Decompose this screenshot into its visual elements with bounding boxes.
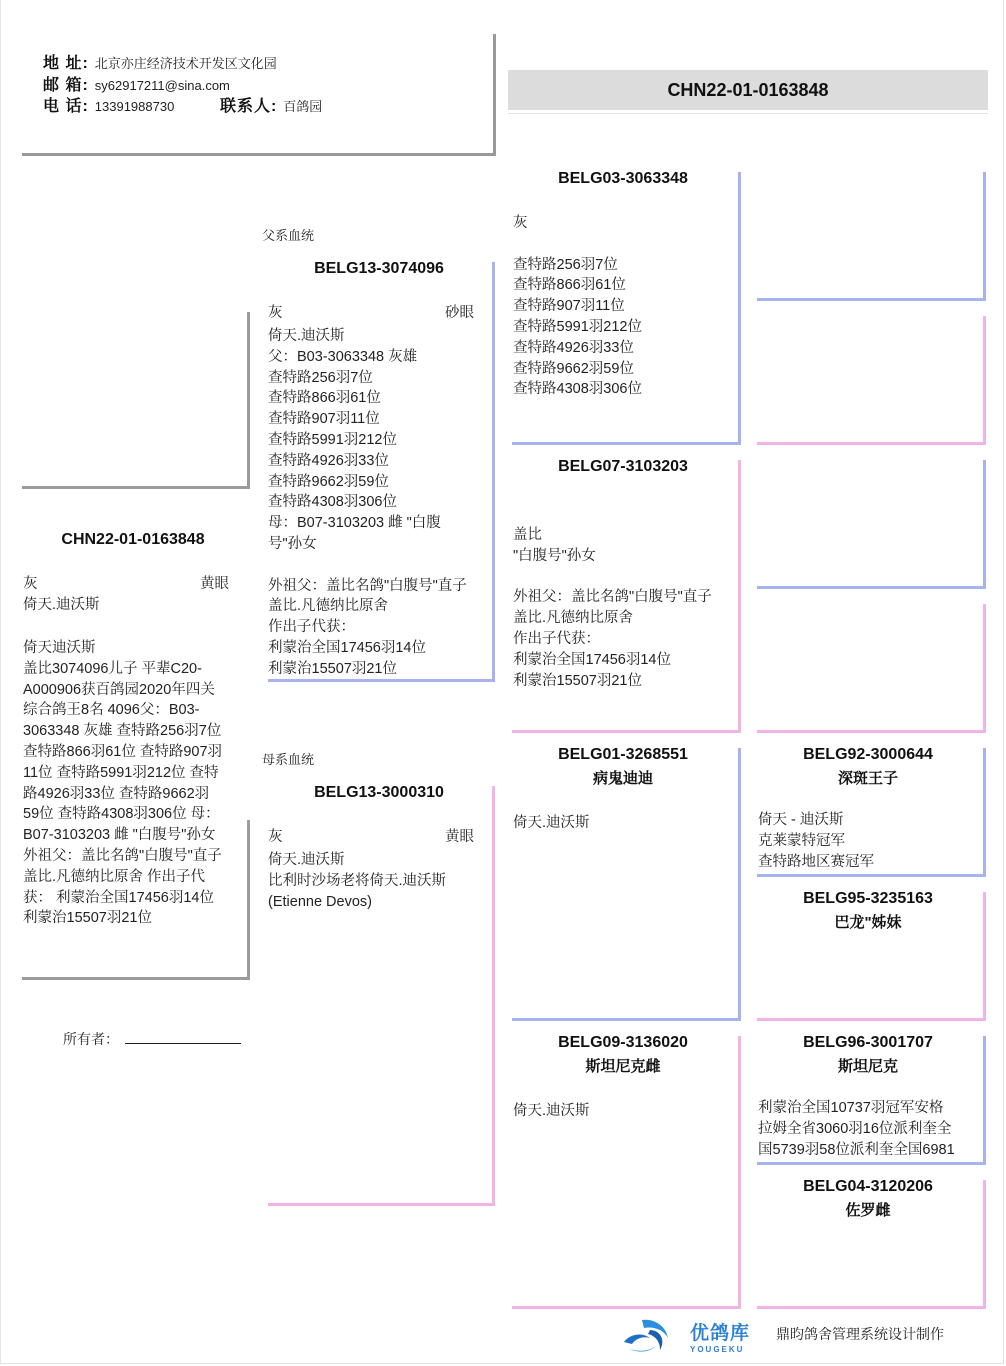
dam-section-label: 母系血统 — [262, 752, 315, 767]
pedigree-title: CHN22-01-0163848 — [508, 70, 988, 110]
phone-row — [43, 99, 322, 115]
subject-bracket-upper — [247, 312, 250, 489]
contact-box — [22, 34, 496, 156]
sire-color: 灰 — [268, 305, 283, 321]
ggp-4-bracket-bottom — [757, 730, 986, 733]
sire-notes: 倚天.迪沃斯 父：B03-3063348 灰雄 查特路256羽7位 查特路866羽61位 查特路907羽11位 查特路5991羽212位 查特路4926羽33位 查特路9662羽59位 查特路4308羽306位 母：B07-3103203 雌 "白腹 号"孙女 外祖父：盖比名鸽"白腹号"直子 盖比.凡德纳比原舍 作出子代获： 利蒙治全国17456羽14位 利蒙治15507羽21位 — [268, 328, 467, 677]
dam-dam-dam-name: 佐罗雌 — [845, 1202, 891, 1219]
dam-dam-sire-name: 斯坦尼克 — [837, 1058, 898, 1075]
email-label: 邮 箱: — [43, 77, 89, 94]
dam-dam-sire-ring: BELG96-3001707 — [803, 1034, 933, 1051]
phone-label: 电 话: — [43, 98, 89, 115]
subject-ring: CHN22-01-0163848 — [61, 531, 205, 548]
address-label: 地 址: — [43, 55, 89, 72]
dam-sire-bracket-bottom — [512, 1018, 741, 1021]
sire-sire-bracket-bottom — [512, 442, 741, 445]
dam-dam-dam-ring: BELG04-3120206 — [803, 1178, 933, 1195]
sire-sire-bracket-right — [738, 172, 741, 445]
sire-dam-bracket-bottom — [512, 730, 741, 733]
dam-eye: 黄眼 — [445, 829, 474, 845]
subject-color-eye — [23, 574, 229, 594]
subject-bracket-bottom — [22, 977, 250, 980]
dam-ring: BELG13-3000310 — [314, 784, 444, 801]
dam-dam-sire-notes: 利蒙治全国10737羽冠军安格 拉姆全省3060羽16位派利奎全 国5739羽58位派利奎全国6981 — [758, 1100, 955, 1158]
ggp-2-bracket-right — [983, 316, 986, 445]
ggp-3-bracket-right — [983, 460, 986, 589]
dam-bracket-bottom — [268, 1203, 495, 1206]
sire-dam-ring: BELG07-3103203 — [558, 458, 688, 475]
dam-sire-notes: 倚天.迪沃斯 — [513, 815, 590, 831]
logo-text: 优鸽库 — [690, 1323, 751, 1344]
ggp-1-bracket-bottom — [757, 298, 986, 301]
dam-dam-dam-bracket-right — [983, 1180, 986, 1309]
contact-person-value: 百鸽园 — [283, 99, 323, 114]
contact-person-label: 联系人: — [219, 98, 278, 115]
dam-dam-ring: BELG09-3136020 — [558, 1034, 688, 1051]
ggp-2-bracket-bottom — [757, 442, 986, 445]
address-row — [43, 56, 277, 72]
ggp-3-bracket-bottom — [757, 586, 986, 589]
dam-dam-sire-bracket-right — [983, 1036, 986, 1165]
dam-dam-notes: 倚天.迪沃斯 — [513, 1103, 590, 1119]
sire-sire-notes: 灰 查特路256羽7位 查特路866羽61位 查特路907羽11位 查特路5991羽212位 查特路4926羽33位 查特路9662羽59位 查特路4308羽306位 — [513, 215, 642, 398]
logo-wordmark — [690, 1318, 750, 1354]
logo-subtext: YOUGEKU — [690, 1345, 745, 1354]
dam-sire-sire-notes: 倚天 - 迪沃斯 克莱蒙特冠军 查特路地区赛冠军 — [758, 812, 874, 870]
dam-sire-dam-ring: BELG95-3235163 — [803, 890, 933, 907]
dam-dam-bracket-bottom — [512, 1306, 741, 1309]
sire-bracket-right — [492, 262, 495, 682]
subject-notes: 倚天迪沃斯 盖比3074096儿子 平辈C20- A000906获百鸽园2020年四关 综合鸽王8名 4096父：B03- 3063348 灰雄 查特路256羽7位 查特路866羽61位 查特路907羽 11位 查特路5991羽212位 查特 路4926羽33位 查特路9662羽 59位 查特路4308羽306位 母： B07-3103203 雌 "白腹号"孙女 外祖父：盖比名鸽"白腹号"直子 盖比.凡德纳比原舍 作出子代 获： 利蒙治全国17456羽14位 利蒙治15507羽21位 — [23, 640, 223, 927]
subject-breed: 倚天.迪沃斯 — [23, 597, 100, 613]
address-value: 北京亦庄经济技术开发区文化园 — [94, 56, 277, 71]
dam-sire-dam-bracket-bottom — [757, 1018, 986, 1021]
dam-sire-sire-ring: BELG92-3000644 — [803, 746, 933, 763]
dam-color: 灰 — [268, 829, 283, 845]
subject-eye: 黄眼 — [200, 576, 229, 592]
dam-sire-bracket-right — [738, 748, 741, 1021]
sire-eye: 砂眼 — [445, 305, 474, 321]
sire-ring: BELG13-3074096 — [314, 260, 444, 277]
sire-dam-notes: 盖比 "白腹号"孙女 外祖父：盖比名鸽"白腹号"直子 盖比.凡德纳比原舍 作出子代获： 利蒙治全国17456羽14位 利蒙治15507羽21位 — [513, 527, 712, 689]
subject-bracket-top — [22, 486, 250, 489]
dam-sire-name: 病鬼迪迪 — [592, 770, 653, 787]
owner-field — [63, 1029, 241, 1049]
dam-notes: 倚天.迪沃斯 比利时沙场老将倚天.迪沃斯 (Etienne Devos) — [268, 852, 447, 910]
sire-color-eye — [268, 303, 474, 323]
dam-sire-sire-name: 深斑王子 — [837, 770, 898, 787]
dam-color-eye — [268, 827, 474, 847]
dam-dam-bracket-right — [738, 1036, 741, 1309]
dam-dam-name: 斯坦尼克雌 — [585, 1058, 661, 1075]
sire-bracket-bottom — [268, 679, 495, 682]
dam-sire-dam-name: 巴龙"姊妹 — [834, 914, 902, 931]
dam-dam-dam-bracket-bottom — [757, 1306, 986, 1309]
logo-icon — [620, 1312, 686, 1356]
sire-sire-ring: BELG03-3063348 — [558, 170, 688, 187]
email-row — [43, 78, 230, 94]
dam-sire-ring: BELG01-3268551 — [558, 746, 688, 763]
title-divider — [508, 113, 988, 114]
dam-sire-sire-bracket-right — [983, 748, 986, 877]
subject-color: 灰 — [23, 576, 38, 592]
ggp-1-bracket-right — [983, 172, 986, 301]
email-value: sy62917211@sina.com — [94, 78, 230, 93]
phone-value: 13391988730 — [94, 99, 175, 114]
dam-bracket-right — [492, 786, 495, 1206]
footer-credit: 鼎昀鸽舍管理系统设计制作 — [776, 1326, 944, 1342]
dam-dam-sire-bracket-bottom — [757, 1162, 986, 1165]
sire-section-label: 父系血统 — [262, 228, 315, 243]
sire-dam-bracket-right — [738, 460, 741, 733]
owner-signature-line — [125, 1030, 241, 1044]
dam-sire-sire-bracket-bottom — [757, 874, 986, 877]
ggp-4-bracket-right — [983, 604, 986, 733]
owner-label: 所有者： — [63, 1031, 119, 1047]
dam-sire-dam-bracket-right — [983, 892, 986, 1021]
